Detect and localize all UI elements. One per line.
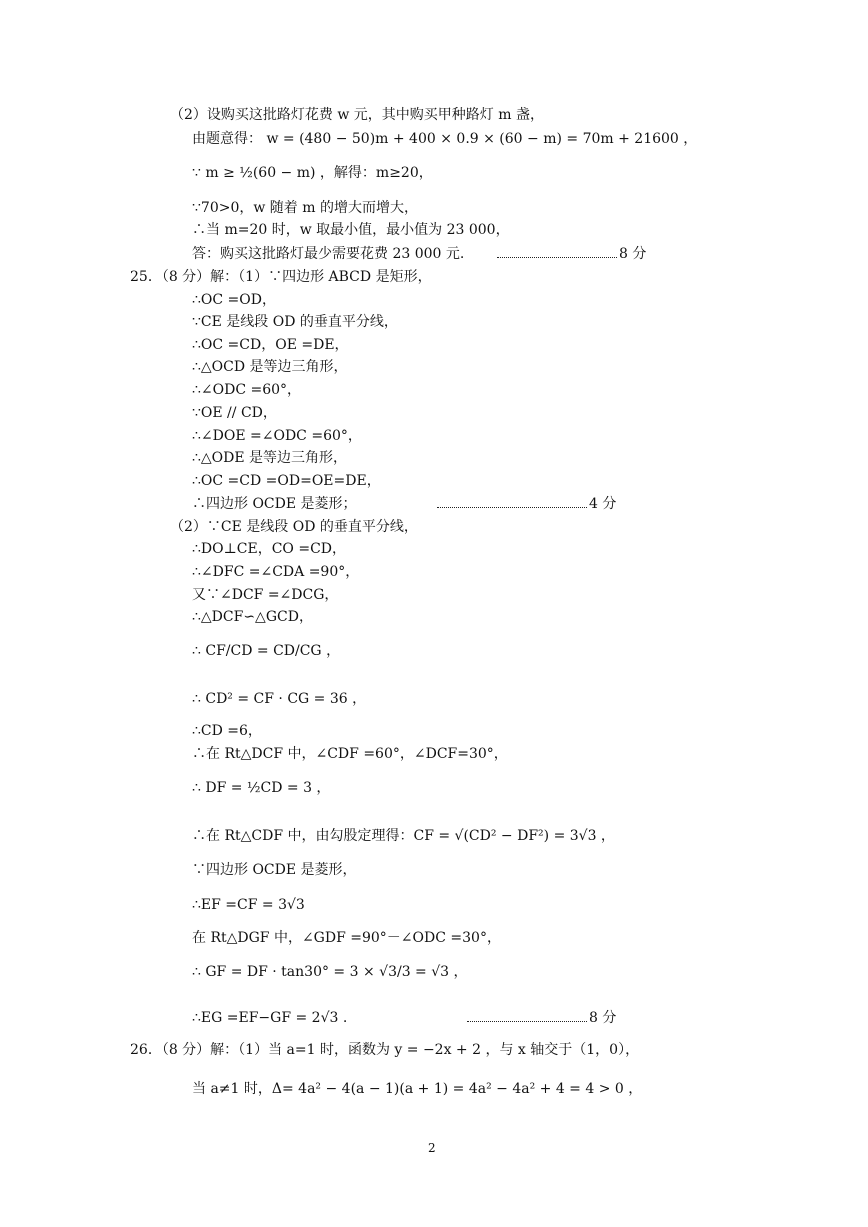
text-line: ∵CE 是线段 OD 的垂直平分线， <box>192 314 398 330</box>
text-line: 当 a≠1 时，Δ= 4a² − 4(a − 1)(a + 1) = 4a² − 4a² + 4 = 4 > 0 ， <box>192 1081 643 1097</box>
text-line: ∵ m ≥ ½(60 − m) ，解得：m≥20， <box>192 165 433 181</box>
text-line: ∴OC =CD，OE =DE， <box>192 337 349 353</box>
text-line: ∴ DF = ½CD = 3 ， <box>192 780 331 796</box>
text-line: ∵四边形 OCDE 是菱形， <box>192 862 357 878</box>
text-line: ∵OE // CD， <box>192 405 277 421</box>
text-line: ∴△OCD 是等边三角形， <box>192 359 348 375</box>
text-line: （2）∵CE 是线段 OD 的垂直平分线， <box>170 519 418 535</box>
text-line: ∴∠DOE =∠ODC =60°， <box>192 428 362 444</box>
text-line: ∴OC =CD =OD=OE=DE， <box>192 473 381 489</box>
text-line: ∴DO⊥CE，CO =CD， <box>192 541 347 557</box>
text-line: ∴ CD² = CF · CG = 36 ， <box>192 691 367 707</box>
text-line: 26．（8 分）解：（1）当 a=1 时，函数为 y = −2x + 2 ，与 x 轴交于（1，0）， <box>130 1042 640 1058</box>
text-line: ∴CD =6， <box>192 723 262 739</box>
text-line: ∴OC =OD， <box>192 292 276 308</box>
text-line: ∴∠ODC =60°， <box>192 382 302 398</box>
text-line: ∴在 Rt△CDF 中，由勾股定理得：CF = √(CD² − DF²) = 3√3 ， <box>192 828 615 844</box>
text-line: 在 Rt△DGF 中，∠GDF =90°－∠ODC =30°， <box>192 930 501 946</box>
text-line: ∴ GF = DF · tan30° = 3 × √3/3 = √3 ， <box>192 964 468 980</box>
text-line: ∴EF =CF = 3√3 <box>192 897 305 913</box>
text-line: 由题意得： w = (480 − 50)m + 400 × 0.9 × (60 − m) = 70m + 21600 ， <box>192 131 698 147</box>
text-line: 答：购买这批路灯最少需要花费 23 000 元. <box>192 246 465 262</box>
text-line: ∴△DCF∽△GCD， <box>192 609 313 625</box>
score-mark: 8 分 <box>467 1009 616 1027</box>
text-line: ∴∠DFC =∠CDA =90°， <box>192 564 360 580</box>
page-number: 2 <box>428 1141 436 1155</box>
text-line: （2）设购买这批路灯花费 w 元，其中购买甲种路灯 m 盏， <box>170 107 544 123</box>
text-line: 25．（8 分）解：（1）∵四边形 ABCD 是矩形， <box>130 269 432 285</box>
text-line: ∴在 Rt△DCF 中，∠CDF =60°，∠DCF=30°， <box>192 746 508 762</box>
text-line: ∴ CF/CD = CD/CG ， <box>192 643 341 659</box>
score-mark: 8 分 <box>497 245 646 263</box>
text-line: ∴当 m=20 时，w 取最小值，最小值为 23 000， <box>192 222 510 238</box>
text-line: ∴△ODE 是等边三角形， <box>192 450 348 466</box>
score-mark: 4 分 <box>437 495 616 513</box>
text-line: ∴EG =EF−GF = 2√3 . <box>192 1010 348 1026</box>
text-line: 又∵∠DCF =∠DCG， <box>192 587 339 603</box>
text-line: ∴四边形 OCDE 是菱形； <box>192 496 357 512</box>
text-line: ∵70>0，w 随着 m 的增大而增大， <box>192 200 418 216</box>
